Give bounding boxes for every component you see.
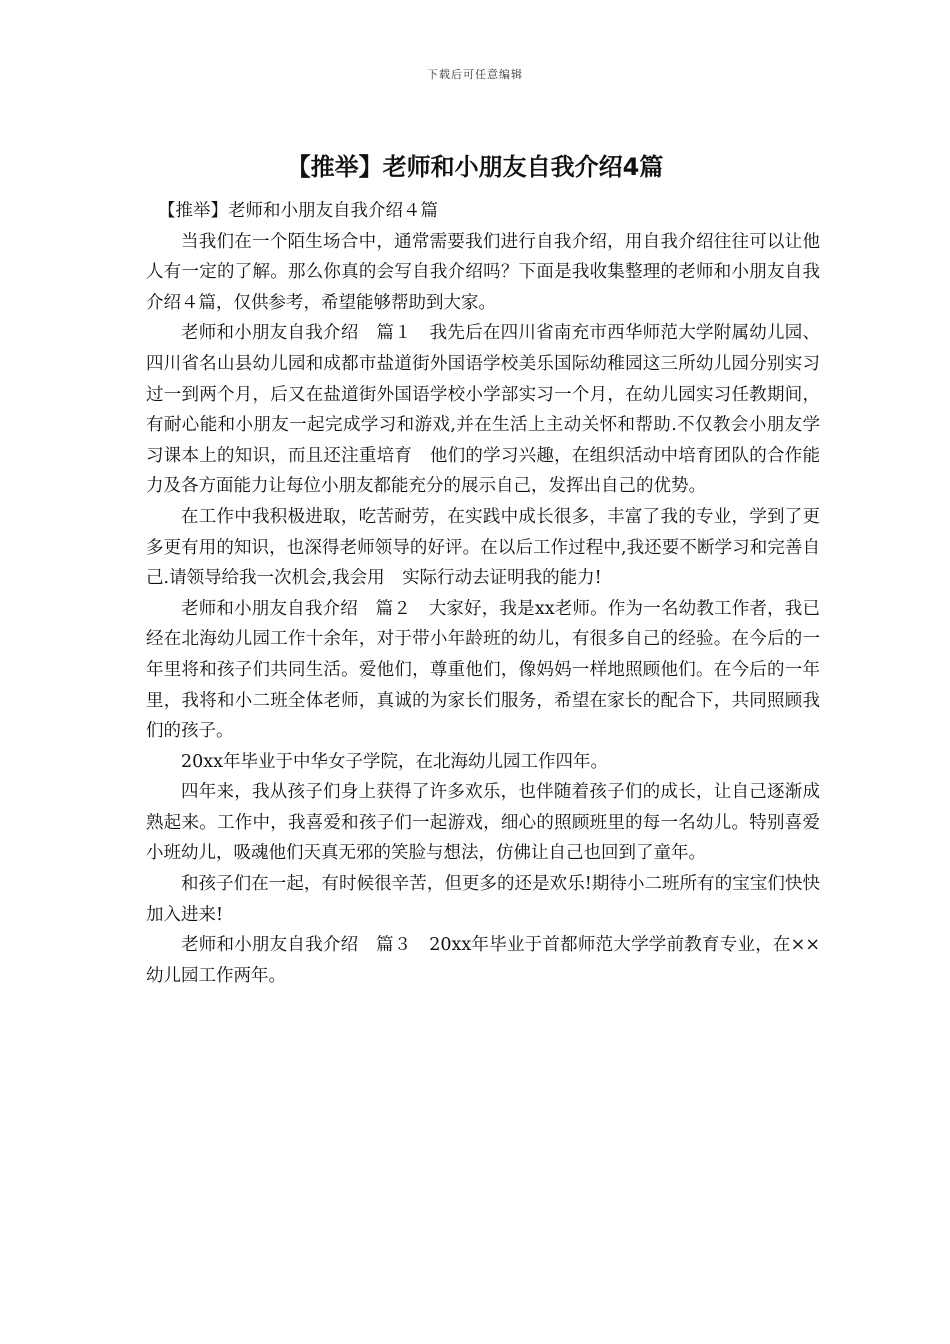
article-2-paragraph: 老师和小朋友自我介绍 篇２ 大家好，我是xx老师。作为一名幼教工作者，我已经在北海幼儿园工作十余年，对于带小年龄班的幼儿，有很多自己的经验。在今后的一年里将和孩子们共同生活。爱他们，尊重他们，像妈妈一样地照顾他们。在今后的一年里，我将和小二班全体老师，真诚的为家长们服务，希望在家长的配合下，共同照顾我们的孩子。 [146, 598, 820, 742]
subtitle-paragraph: 【推举】老师和小朋友自我介绍４篇 [158, 201, 438, 221]
header-note: 下载后可任意编辑 [427, 68, 523, 81]
article-1-paragraph-2: 在工作中我积极进取，吃苦耐劳，在实践中成长很多，丰富了我的专业，学到了更多更有用的知识，也深得老师领导的好评。在以后工作过程中,我还要不断学习和完善自己.请领导给我一次机会,我会用 实际行动去证明我的能力! [146, 506, 820, 589]
article-2-paragraph-3: 四年来，我从孩子们身上获得了许多欢乐，也伴随着孩子们的成长，让自己逐渐成熟起来。工作中，我喜爱和孩子们一起游戏，细心的照顾班里的每一名幼儿。特别喜爱小班幼儿，吸魂他们天真无邪的笑脸与想法，仿佛让自己也回到了童年。 [146, 782, 820, 864]
article-1-paragraph: 老师和小朋友自我介绍 篇１ 我先后在四川省南充市西华师范大学附属幼儿园、四川省名山县幼儿园和成都市盐道街外国语学校美乐国际幼稚园这三所幼儿园分别实习过一到两个月，后又在盐道街外国语学校小学部实习一个月，在幼儿园实习任教期间，有耐心能和小朋友一起完成学习和游戏,并在生活上主动关怀和帮助.不仅教会小朋友学习课本上的知识，而且还注重培育 他们的学习兴趣，在组织活动中培育团队的合作能力及各方面能力让每位小朋友都能充分的展示自己，发挥出自己的优势。 [146, 323, 820, 497]
document-body [146, 196, 820, 991]
article-2-paragraph-2: 20xx年毕业于中华女子学院，在北海幼儿园工作四年。 [181, 751, 609, 772]
article-2-paragraph-4: 和孩子们在一起，有时候很辛苦，但更多的还是欢乐!期待小二班所有的宝宝们快快加入进来! [146, 874, 820, 925]
article-3-paragraph: 老师和小朋友自我介绍 篇３ 20xx年毕业于首都师范大学学前教育专业，在××幼儿园工作两年。 [146, 935, 820, 986]
intro-paragraph: 当我们在一个陌生场合中，通常需要我们进行自我介绍，用自我介绍往往可以让他人有一定的了解。那么你真的会写自我介绍吗？下面是我收集整理的老师和小朋友自我介绍４篇，仅供参考，希望能够帮助到大家。 [146, 231, 820, 313]
document-title: 【推举】老师和小朋友自我介绍4篇 [286, 153, 664, 181]
